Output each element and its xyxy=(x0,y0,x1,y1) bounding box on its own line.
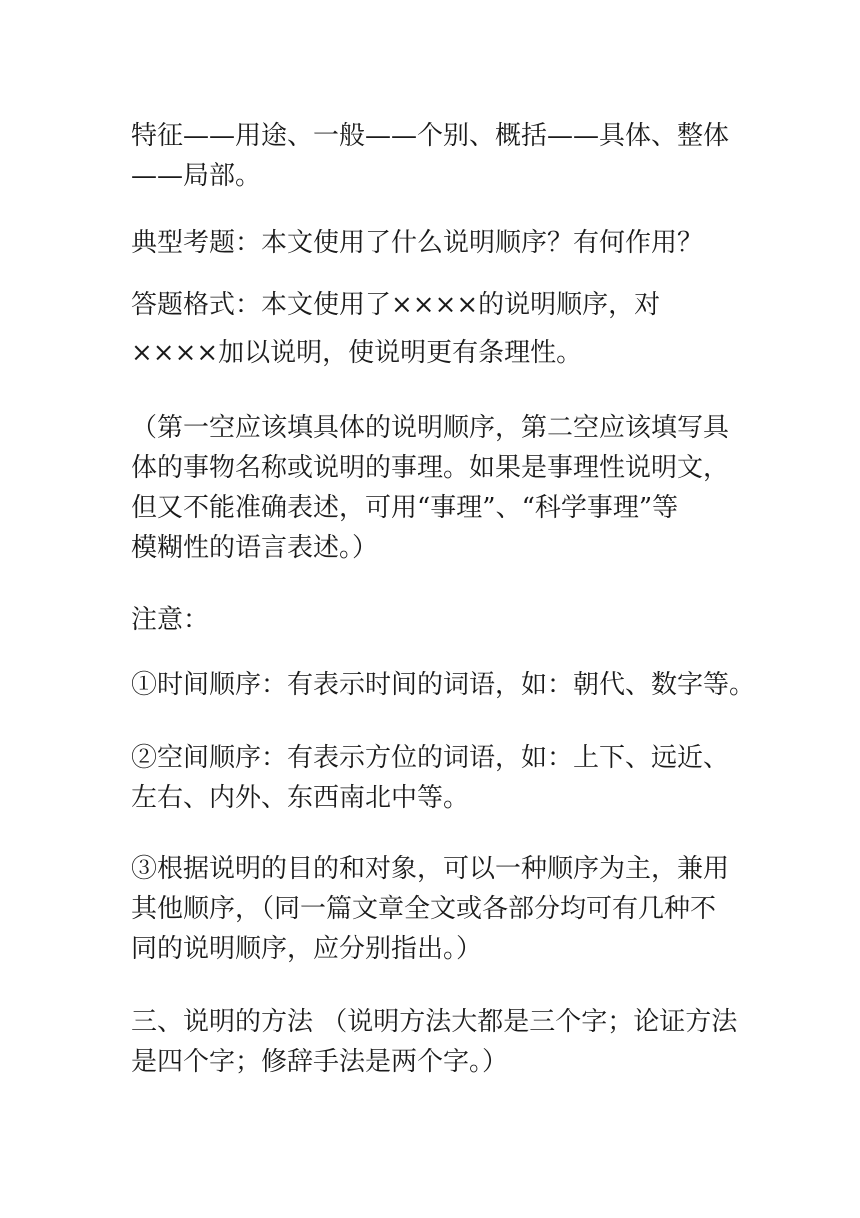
paragraph-features xyxy=(131,116,730,196)
text-line: ②空间顺序：有表示方位的词语，如：上下、远近、 xyxy=(131,743,730,773)
paragraph-explanation-methods xyxy=(131,1002,738,1082)
text-line: （第一空应该填具体的说明顺序，第二空应该填写具 xyxy=(131,413,730,443)
text-line: 注意： xyxy=(131,605,210,635)
text-line: 同的说明顺序，应分别指出。） xyxy=(131,934,483,964)
text-line: ××××加以说明，使说明更有条理性。 xyxy=(131,338,583,368)
text-line: 体的事物名称或说明的事理。如果是事理性说明文， xyxy=(131,453,730,483)
text-line: 答题格式：本文使用了××××的说明顺序，对 xyxy=(131,290,661,320)
text-line: 左右、内外、东西南北中等。 xyxy=(131,783,470,813)
text-line: ①时间顺序：有表示时间的词语，如：朝代、数字等。 xyxy=(131,670,756,700)
text-line: 特征——用途、一般——个别、概括——具体、整体 xyxy=(131,121,730,151)
paragraph-time-order xyxy=(131,665,756,705)
paragraph-answer-format xyxy=(131,285,711,373)
text-line: ③根据说明的目的和对象，可以一种顺序为主，兼用 xyxy=(131,854,730,884)
text-line: 模糊性的语言表述。） xyxy=(131,533,379,563)
paragraph-space-order xyxy=(131,738,730,818)
text-line: 典型考题：本文使用了什么说明顺序？有何作用？ xyxy=(131,228,704,258)
paragraph-mixed-order xyxy=(131,849,730,969)
text-line: 三、说明的方法 （说明方法大都是三个字；论证方法 xyxy=(131,1007,738,1037)
paragraph-attention-heading xyxy=(131,600,711,640)
text-line: 其他顺序，（同一篇文章全文或各部分均可有几种不 xyxy=(131,894,717,924)
text-line: 但又不能准确表述，可用“事理”、“科学事理”等 xyxy=(131,493,679,523)
text-line: 是四个字；修辞手法是两个字。） xyxy=(131,1047,509,1077)
paragraph-typical-question xyxy=(131,223,711,263)
paragraph-explanation-note xyxy=(131,408,730,568)
text-line: ——局部。 xyxy=(131,161,262,191)
